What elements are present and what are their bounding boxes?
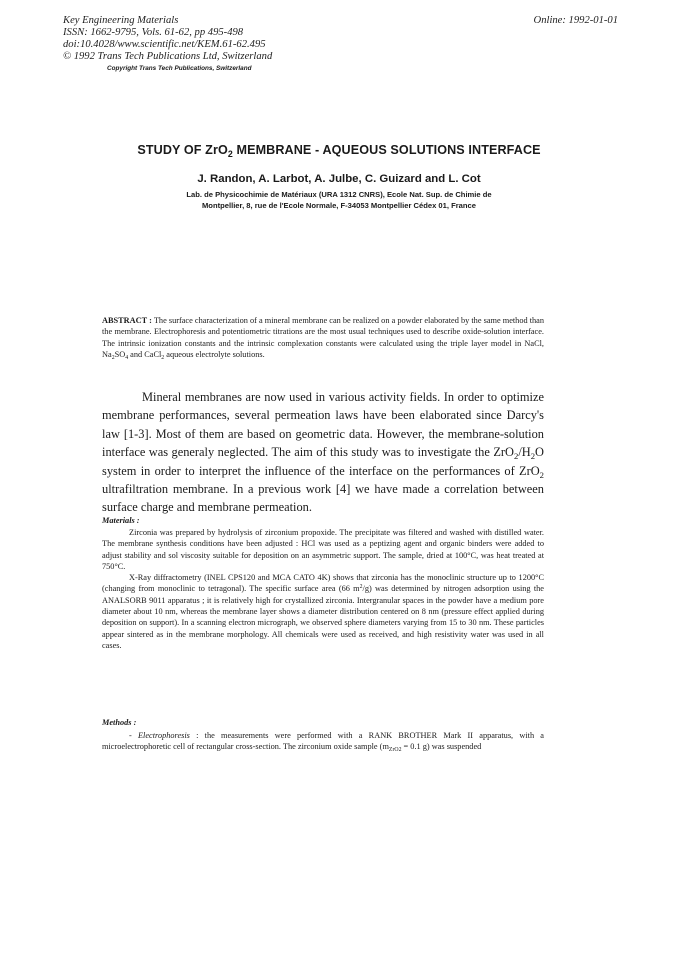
online-date: Online: 1992-01-01 xyxy=(533,15,618,26)
abstract: ABSTRACT : The surface characterization of a mineral membrane can be realized on a powder elaborated by the same method than the membrane. Electrophoresis and potentiometric titrations are the most usual techniques used to describe oxide-solution interface. The intrinsic ionization constants and the intrinsic complexation constants were calculated using the triple layer model in NaCl, $Na_2SO_4$ and CaCl$_2$ aqueous electrolyte solutions. xyxy=(102,316,545,361)
affiliation: Lab. de Physicochimie de Matériaux (URA 1312 CNRS), Ecole Nat. Sup. de Chimie de Montpellier, 8, rue de l'Ecole Normale, F-34053 Montpellier Cédex 01, France xyxy=(186,190,492,210)
doi-link[interactable]: doi:10.4028/www.scientific.net/KEM.61-62.495 xyxy=(63,39,266,50)
journal-name: Key Engineering Materials xyxy=(63,15,179,26)
paper-title: STUDY OF ZrO$_2$ MEMBRANE - AQUEOUS SOLUTIONS INTERFACE xyxy=(137,143,541,160)
author-list: J. Randon, A. Larbot, A. Julbe, C. Guizard and L. Cot xyxy=(197,173,481,185)
materials-section xyxy=(102,527,544,651)
materials-paragraph-1: Zirconia was prepared by hydrolysis of zirconium propoxide. The precipitate was filtered and washed with distilled water. The membrane synthesis conditions have been adjusted : HCl was used as a peptizing agent and organic binders were added to adjust stability and sol viscosity suitable for deposition on an asymmetric support. The sample, dried at 100°C, was heat treated at 750°C. xyxy=(102,528,544,571)
methods-paragraph: - Electrophoresis : the measurements were performed with a RANK BROTHER Mark II apparatus, with a microelectrophoretic cell of rectangular cross-section. The zirconium oxide sample ($m_{ZrO2} = 0.1$ g) was suspended xyxy=(102,731,544,754)
copyright-line: © 1992 Trans Tech Publications Ltd, Switzerland xyxy=(63,51,273,62)
publisher-note: Copyright Trans Tech Publications, Switzerland xyxy=(107,65,252,72)
intro-paragraph: Mineral membranes are now used in various activity fields. In order to optimize membrane performances, several permeation laws have been elaborated since Darcy's law [1-3]. Most of them are based on geometric data. However, the membrane-solution interface was generaly neglected. The aim of this study was to investigate the $ZrO_2/H_2O$ system in order to interpret the influence of the interface on the performances of ZrO$_2$ ultrafiltration membrane. In a previous work [4] we have made a correlation between surface charge and membrane permeation. xyxy=(102,390,544,515)
materials-paragraph-2: X-Ray diffractometry (INEL CPS120 and MCA CATO 4K) shows that zirconia has the monoclinic structure up to 1200°C (changing from monoclinic to tetragonal). The specific surface area (66 $m^2/g$) was determined by nitrogen adsorption using the ANALSORB 9011 apparatus ; it is relatively high for crystallized zirconia. Intergranular spaces in the powder have a medium pore diameter about 10 nm, whereas the membrane layer shows a diameter distribution centered on 8 nm (pressure effect applied during deposition on support). In a scanning electron micrograph, we observed sphere diameters varying from 15 to 30 nm. These particles appear sintered as in the membrane morphology. All chemicals were used as received, and high resistivity water was used in all cases. xyxy=(102,573,544,650)
methods-heading: Methods : xyxy=(102,718,137,727)
materials-heading: Materials : xyxy=(102,516,140,525)
issn-line: ISSN: 1662-9795, Vols. 61-62, pp 495-498 xyxy=(63,27,244,38)
abstract-label: ABSTRACT : xyxy=(102,316,152,325)
method-term: Electrophoresis xyxy=(137,731,190,740)
